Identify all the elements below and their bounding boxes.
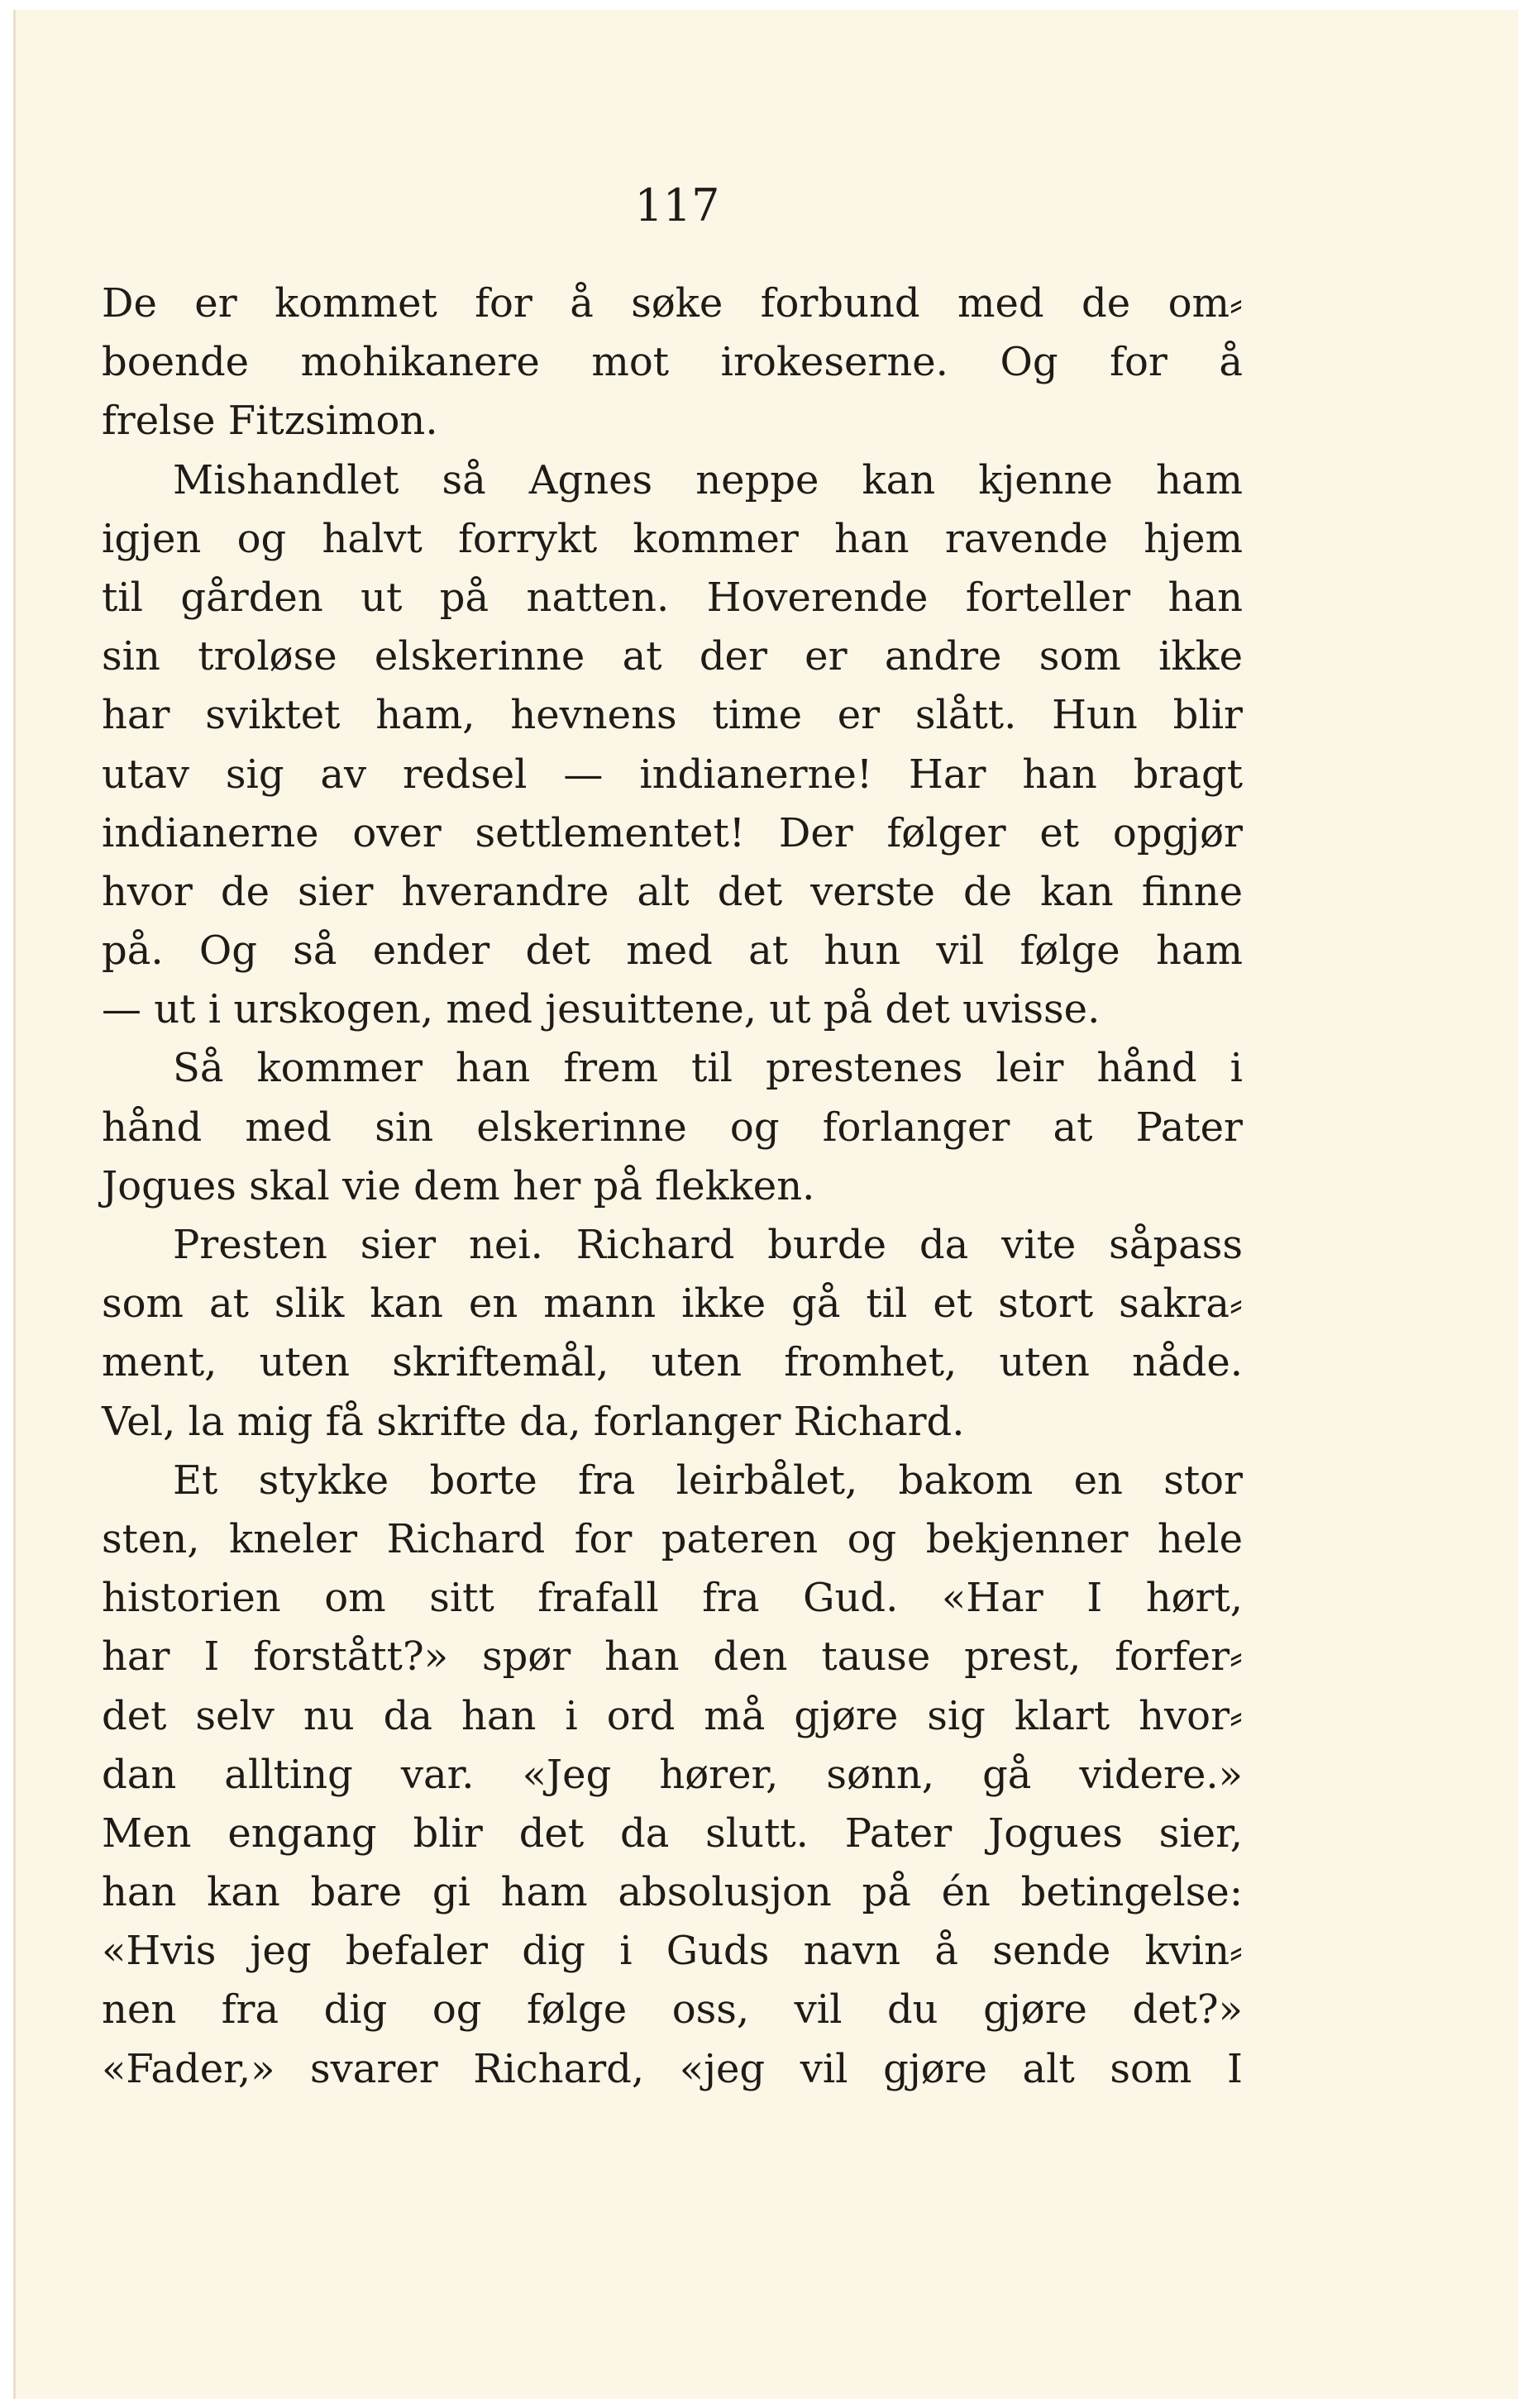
text-line: utav sig av redsel — indianerne! Har han bragt — [102, 751, 1243, 798]
text-line: «Hvis jeg befaler dig i Guds navn å sende kvin⸗ — [102, 1928, 1243, 1975]
text-line: som at slik kan en mann ikke gå til et stort sakra⸗ — [102, 1280, 1243, 1328]
text-line: igjen og halvt forrykt kommer han ravende hjem — [102, 515, 1243, 562]
text-line: frelse Fitzsimon. — [102, 398, 438, 445]
text-line: hvor de sier hverandre alt det verste de kan finne — [102, 868, 1243, 915]
text-line: på. Og så ender det med at hun vil følge ham — [102, 927, 1243, 975]
text-line: Vel, la mig få skrifte da, forlanger Richard. — [102, 1398, 965, 1445]
text-line: han kan bare gi ham absolusjon på én betingelse: — [102, 1869, 1243, 1916]
text-line: historien om sitt frafall fra Gud. «Har I hørt, — [102, 1575, 1243, 1622]
text-line: indianerne over settlementet! Der følger et opgjør — [102, 809, 1243, 856]
text-line: Mishandlet så Agnes neppe kan kjenne ham — [173, 456, 1243, 503]
text-line: det selv nu da han i ord må gjøre sig klart hvor⸗ — [102, 1692, 1243, 1739]
text-line: hånd med sin elskerinne og forlanger at Pater — [102, 1104, 1243, 1151]
text-line: Presten sier nei. Richard burde da vite såpass — [173, 1222, 1243, 1268]
text-line: nen fra dig og følge oss, vil du gjøre det?» — [102, 1986, 1243, 2034]
text-line: Jogues skal vie dem her på flekken. — [102, 1162, 815, 1209]
text-line: Så kommer han frem til prestenes leir hånd i — [173, 1045, 1243, 1092]
text-line: «Fader,» svarer Richard, «jeg vil gjøre alt som I — [102, 2045, 1243, 2092]
text-line: har sviktet ham, hevnens time er slått. Hun blir — [102, 692, 1243, 739]
text-line: dan allting var. «Jeg hører, sønn, gå videre.» — [102, 1751, 1243, 1798]
text-line: — ut i urskogen, med jesuittene, ut på det uvisse. — [102, 986, 1101, 1033]
text-line: til gården ut på natten. Hoverende forteller han — [102, 574, 1243, 621]
text-line: sin troløse elskerinne at der er andre som ikke — [102, 633, 1243, 680]
body-text — [102, 274, 1243, 2099]
text-line: sten, kneler Richard for pateren og bekjenner hele — [102, 1515, 1243, 1562]
text-line: ment, uten skriftemål, uten fromhet, uten nåde. — [102, 1339, 1243, 1386]
page-number: 117 — [634, 179, 720, 231]
text-line: Men engang blir det da slutt. Pater Jogues sier, — [102, 1810, 1243, 1857]
text-line: har I forstått?» spør han den tause prest, forfer⸗ — [102, 1633, 1243, 1681]
text-line: boende mohikanere mot irokeserne. Og for å — [102, 339, 1243, 386]
text-line: De er kommet for å søke forbund med de om⸗ — [102, 280, 1243, 327]
book-page — [13, 10, 1518, 2399]
text-line: Et stykke borte fra leirbålet, bakom en stor — [173, 1457, 1243, 1504]
